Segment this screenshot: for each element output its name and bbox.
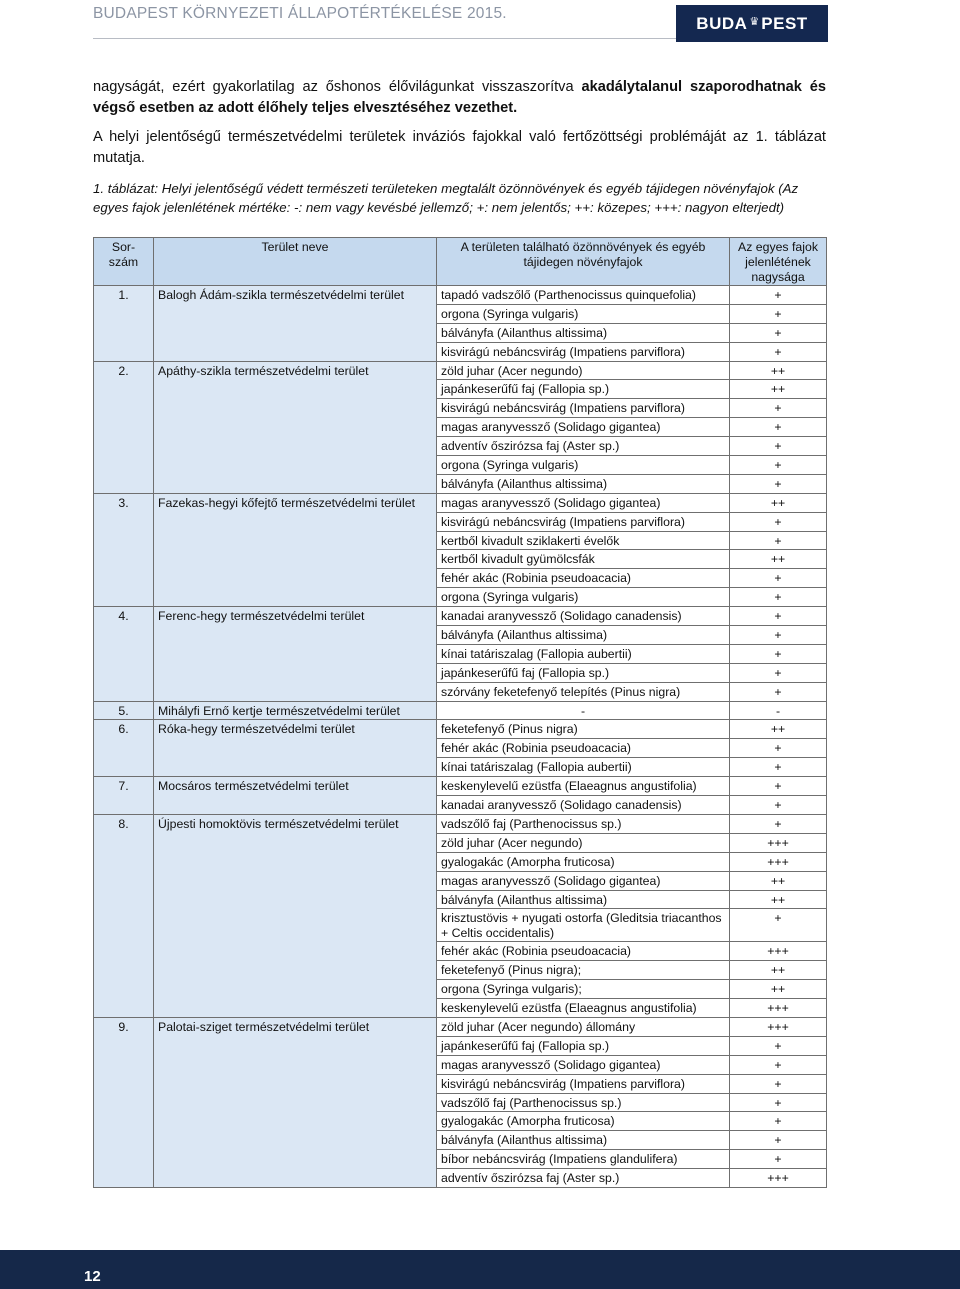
presence-amount: + <box>730 474 827 493</box>
plant-species: kisvirágú nebáncsvirág (Impatiens parviflora) <box>437 399 730 418</box>
presence-amount: + <box>730 1150 827 1169</box>
area-name: Mihályfi Ernő kertje természetvédelmi terület <box>154 701 437 720</box>
plant-species: kertből kivadult sziklakerti évelők <box>437 531 730 550</box>
presence-amount: + <box>730 1036 827 1055</box>
page-number: 12 <box>84 1268 101 1285</box>
header-area: Terület neve <box>154 238 437 286</box>
presence-amount: + <box>730 1055 827 1074</box>
presence-amount: + <box>730 777 827 796</box>
intro-paragraph-1 <box>93 77 826 119</box>
presence-amount: + <box>730 682 827 701</box>
table-header-row <box>94 238 827 286</box>
plant-species: - <box>437 701 730 720</box>
presence-amount: + <box>730 909 827 942</box>
presence-amount: + <box>730 437 827 456</box>
plant-species: szórvány feketefenyő telepítés (Pinus nigra) <box>437 682 730 701</box>
plant-species: kínai tatáriszalag (Fallopia aubertii) <box>437 758 730 777</box>
presence-amount: ++ <box>730 720 827 739</box>
plant-species: zöld juhar (Acer negundo) állomány <box>437 1017 730 1036</box>
row-number: 1. <box>94 286 154 362</box>
presence-amount: ++ <box>730 493 827 512</box>
row-number: 2. <box>94 361 154 493</box>
presence-amount: ++ <box>730 380 827 399</box>
header-num: Sor-szám <box>94 238 154 286</box>
table-row <box>94 607 827 626</box>
plant-species: orgona (Syringa vulgaris) <box>437 588 730 607</box>
presence-amount: + <box>730 663 827 682</box>
plant-species: japánkeserűfű faj (Fallopia sp.) <box>437 380 730 399</box>
area-name: Mocsáros természetvédelmi terület <box>154 777 437 815</box>
plant-species: adventív őszirózsa faj (Aster sp.) <box>437 1169 730 1188</box>
plant-species: magas aranyvessző (Solidago gigantea) <box>437 418 730 437</box>
table-row <box>94 777 827 796</box>
intro-p1-normal: nagyságát, ezért gyakorlatilag az őshonos élővilágunkat visszaszorítva <box>93 79 582 95</box>
presence-amount: + <box>730 286 827 305</box>
presence-amount: +++ <box>730 1017 827 1036</box>
plant-species: kisvirágú nebáncsvirág (Impatiens parviflora) <box>437 342 730 361</box>
plant-species: fehér akác (Robinia pseudoacacia) <box>437 569 730 588</box>
area-name: Ferenc-hegy természetvédelmi terület <box>154 607 437 701</box>
presence-amount: + <box>730 569 827 588</box>
plant-species: bálványfa (Ailanthus altissima) <box>437 474 730 493</box>
presence-amount: +++ <box>730 1169 827 1188</box>
plant-species: kisvirágú nebáncsvirág (Impatiens parviflora) <box>437 1074 730 1093</box>
plant-species: magas aranyvessző (Solidago gigantea) <box>437 871 730 890</box>
presence-amount: +++ <box>730 999 827 1018</box>
plant-species: vadszőlő faj (Parthenocissus sp.) <box>437 1093 730 1112</box>
plant-species: bálványfa (Ailanthus altissima) <box>437 1131 730 1150</box>
presence-amount: +++ <box>730 852 827 871</box>
area-name: Palotai-sziget természetvédelmi terület <box>154 1017 437 1187</box>
plant-species: japánkeserűfű faj (Fallopia sp.) <box>437 663 730 682</box>
presence-amount: + <box>730 1112 827 1131</box>
plant-species: tapadó vadszőlő (Parthenocissus quinquefolia) <box>437 286 730 305</box>
page-header <box>93 0 828 40</box>
table-row <box>94 814 827 833</box>
plant-species: bálványfa (Ailanthus altissima) <box>437 626 730 645</box>
presence-amount: + <box>730 814 827 833</box>
presence-amount: ++ <box>730 890 827 909</box>
presence-amount: +++ <box>730 833 827 852</box>
plant-species: adventív őszirózsa faj (Aster sp.) <box>437 437 730 456</box>
row-number: 7. <box>94 777 154 815</box>
presence-amount: ++ <box>730 980 827 999</box>
area-name: Apáthy-szikla természetvédelmi terület <box>154 361 437 493</box>
presence-amount: + <box>730 418 827 437</box>
presence-amount: + <box>730 304 827 323</box>
presence-amount: + <box>730 1131 827 1150</box>
presence-amount: + <box>730 342 827 361</box>
plant-species: gyalogakác (Amorpha fruticosa) <box>437 852 730 871</box>
presence-amount: - <box>730 701 827 720</box>
plant-species: zöld juhar (Acer negundo) <box>437 361 730 380</box>
intro-p1-bold: akadálytalanul szaporodhatnak és végső esetben az adott élőhely teljes elvesztéséhez vezethet. <box>93 79 826 116</box>
presence-amount: + <box>730 456 827 475</box>
presence-amount: + <box>730 399 827 418</box>
area-name: Balogh Ádám-szikla természetvédelmi terület <box>154 286 437 362</box>
plant-species: kínai tatáriszalag (Fallopia aubertii) <box>437 644 730 663</box>
table-row <box>94 720 827 739</box>
plant-species: keskenylevelű ezüstfa (Elaeagnus angustifolia) <box>437 777 730 796</box>
plant-species: kanadai aranyvessző (Solidago canadensis) <box>437 796 730 815</box>
presence-amount: + <box>730 512 827 531</box>
header-amount: Az egyes fajok jelenlétének nagysága <box>730 238 827 286</box>
logo-text-left: BUDA <box>696 13 748 33</box>
plant-species: magas aranyvessző (Solidago gigantea) <box>437 1055 730 1074</box>
table-caption: 1. táblázat: Helyi jelentőségű védett természeti területeken megtalált özönnövények és egyéb tájidegen növényfajok (Az egyes fajok jelenlétének mértéke: -: nem vagy kevésbé jellemző; +: nem jelentős; ++: közepes; +++: nagyon elterjedt) <box>93 181 799 215</box>
area-name: Újpesti homoktövis természetvédelmi terület <box>154 814 437 1017</box>
plant-species: fehér akác (Robinia pseudoacacia) <box>437 739 730 758</box>
table-row <box>94 493 827 512</box>
row-number: 9. <box>94 1017 154 1187</box>
presence-amount: + <box>730 531 827 550</box>
presence-amount: +++ <box>730 942 827 961</box>
plant-species: kertből kivadult gyümölcsfák <box>437 550 730 569</box>
presence-amount: + <box>730 1074 827 1093</box>
invasive-species-table <box>93 237 827 1188</box>
row-number: 4. <box>94 607 154 701</box>
plant-species: kisvirágú nebáncsvirág (Impatiens parviflora) <box>437 512 730 531</box>
plant-species: keskenylevelű ezüstfa (Elaeagnus angustifolia) <box>437 999 730 1018</box>
plant-species: bálványfa (Ailanthus altissima) <box>437 323 730 342</box>
row-number: 6. <box>94 720 154 777</box>
row-number: 3. <box>94 493 154 606</box>
presence-amount: + <box>730 626 827 645</box>
plant-species: krisztustövis + nyugati ostorfa (Gleditsia triacanthos + Celtis occidentalis) <box>437 909 730 942</box>
area-name: Fazekas-hegyi kőfejtő természetvédelmi terület <box>154 493 437 606</box>
plant-species: bíbor nebáncsvirág (Impatiens glandulifera) <box>437 1150 730 1169</box>
page-footer <box>0 1250 960 1289</box>
presence-amount: ++ <box>730 550 827 569</box>
plant-species: gyalogakác (Amorpha fruticosa) <box>437 1112 730 1131</box>
crown-icon: ♛ <box>749 16 760 28</box>
plant-species: magas aranyvessző (Solidago gigantea) <box>437 493 730 512</box>
budapest-logo <box>676 5 828 42</box>
plant-species: feketefenyő (Pinus nigra) <box>437 720 730 739</box>
presence-amount: + <box>730 758 827 777</box>
plant-species: feketefenyő (Pinus nigra); <box>437 961 730 980</box>
presence-amount: + <box>730 644 827 663</box>
presence-amount: ++ <box>730 871 827 890</box>
plant-species: vadszőlő faj (Parthenocissus sp.) <box>437 814 730 833</box>
plant-species: bálványfa (Ailanthus altissima) <box>437 890 730 909</box>
table-row <box>94 286 827 305</box>
presence-amount: ++ <box>730 361 827 380</box>
presence-amount: + <box>730 588 827 607</box>
presence-amount: + <box>730 739 827 758</box>
table-row <box>94 701 827 720</box>
table-row <box>94 1017 827 1036</box>
plant-species: japánkeserűfű faj (Fallopia sp.) <box>437 1036 730 1055</box>
plant-species: orgona (Syringa vulgaris) <box>437 304 730 323</box>
presence-amount: + <box>730 323 827 342</box>
table-body <box>94 286 827 1188</box>
logo-text-right: PEST <box>761 13 808 33</box>
header-plants: A területen található özönnövények és egyéb tájidegen növényfajok <box>437 238 730 286</box>
row-number: 5. <box>94 701 154 720</box>
plant-species: orgona (Syringa vulgaris); <box>437 980 730 999</box>
table-row <box>94 361 827 380</box>
row-number: 8. <box>94 814 154 1017</box>
plant-species: fehér akác (Robinia pseudoacacia) <box>437 942 730 961</box>
plant-species: orgona (Syringa vulgaris) <box>437 456 730 475</box>
intro-paragraph-2: A helyi jelentőségű természetvédelmi területek inváziós fajokkal való fertőzöttségi problémáját az 1. táblázat mutatja. <box>93 129 826 166</box>
area-name: Róka-hegy természetvédelmi terület <box>154 720 437 777</box>
plant-species: kanadai aranyvessző (Solidago canadensis) <box>437 607 730 626</box>
plant-species: zöld juhar (Acer negundo) <box>437 833 730 852</box>
presence-amount: + <box>730 607 827 626</box>
presence-amount: + <box>730 1093 827 1112</box>
header-title: BUDAPEST KÖRNYEZETI ÁLLAPOTÉRTÉKELÉSE 2015. <box>93 5 507 22</box>
presence-amount: + <box>730 796 827 815</box>
presence-amount: ++ <box>730 961 827 980</box>
